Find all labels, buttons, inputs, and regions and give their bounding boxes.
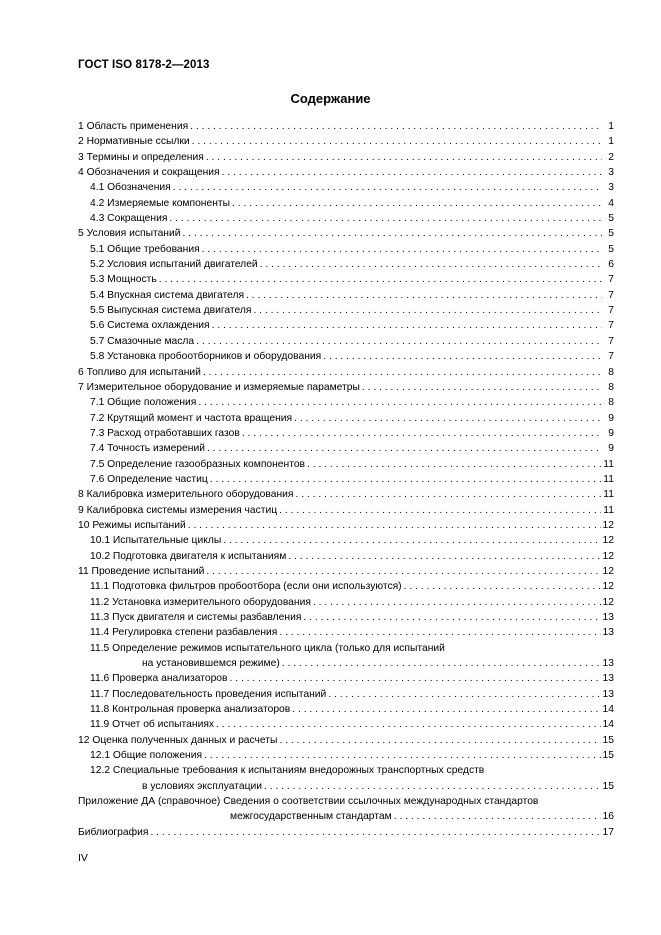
- toc-entry-label: 10 Режимы испытаний: [78, 519, 186, 531]
- toc-entry-label: 11.8 Контрольная проверка анализаторов: [90, 704, 291, 716]
- toc-entry-label: 1 Область применения: [78, 121, 189, 132]
- toc-entry[interactable]: [78, 334, 614, 349]
- dot-leader: [206, 564, 600, 579]
- toc-entry-label: 11.7 Последовательность проведения испытаний: [90, 688, 327, 700]
- toc-entry[interactable]: [78, 211, 614, 226]
- dot-leader: [307, 457, 601, 472]
- dot-leader: [303, 610, 600, 625]
- toc-page-number: 7: [608, 289, 614, 301]
- toc-entry-label: 5.3 Мощность: [90, 274, 157, 286]
- toc-entry[interactable]: [78, 349, 614, 364]
- dot-leader: [203, 365, 602, 380]
- dot-leader: [295, 487, 601, 502]
- toc-entry[interactable]: [78, 733, 614, 748]
- toc-entry-label: 5.4 Впускная система двигателя: [90, 289, 245, 301]
- dot-leader: [264, 779, 600, 794]
- toc-entry[interactable]: [78, 487, 614, 502]
- toc-entry[interactable]: [78, 180, 614, 195]
- toc-entry-label: 11.5 Определение режимов испытательного цикла (только для испытаний: [90, 642, 445, 654]
- toc-page-number: 17: [602, 826, 614, 838]
- dot-leader: [246, 288, 602, 303]
- dot-leader: [230, 671, 601, 686]
- dot-leader: [188, 518, 601, 533]
- toc-entry[interactable]: [78, 825, 614, 840]
- toc-entry-label: 10.2 Подготовка двигателя к испытаниям: [90, 550, 287, 562]
- toc-entry[interactable]: [78, 763, 614, 794]
- toc-page-number: 11: [603, 473, 614, 485]
- toc-entry[interactable]: [78, 549, 614, 564]
- toc-entry-label: 4.2 Измеряемые компоненты: [90, 197, 231, 209]
- toc-page-number: 13: [602, 688, 614, 700]
- dot-leader: [279, 733, 600, 748]
- toc-entry[interactable]: [78, 134, 614, 149]
- toc-entry-label: 7.6 Определение частиц: [90, 473, 208, 485]
- dot-leader: [190, 119, 602, 134]
- toc-entry-label: 5.5 Выпускная система двигателя: [90, 305, 252, 317]
- toc-entry[interactable]: [78, 365, 614, 380]
- toc-entry-label: 5.2 Условия испытаний двигателей: [90, 259, 258, 271]
- toc-page-number: 5: [608, 243, 614, 255]
- toc-entry[interactable]: [78, 441, 614, 456]
- toc-page-number: 7: [608, 351, 614, 363]
- toc-entry-label: 3 Термины и определения: [78, 151, 204, 163]
- toc-entry[interactable]: [78, 472, 614, 487]
- toc-entry[interactable]: [78, 196, 614, 211]
- toc-page-number: 5: [608, 228, 614, 240]
- toc-entry-label: 5 Условия испытаний: [78, 228, 181, 240]
- toc-page-number: 9: [608, 443, 614, 455]
- dot-leader: [210, 472, 602, 487]
- toc-entry[interactable]: [78, 272, 614, 287]
- table-of-contents: [78, 119, 614, 840]
- toc-entry-label: 11 Проведение испытаний: [78, 565, 205, 577]
- toc-page-number: 9: [608, 412, 614, 424]
- dot-leader: [207, 441, 602, 456]
- dot-leader: [260, 257, 602, 272]
- dot-leader: [183, 226, 603, 241]
- toc-entry-label: 12 Оценка полученных данных и расчеты: [78, 734, 278, 746]
- toc-page-number: 15: [602, 750, 614, 762]
- toc-entry[interactable]: [78, 702, 614, 717]
- toc-entry-label: 7.1 Общие положения: [90, 397, 197, 409]
- toc-entry-label: 4 Обозначения и сокращения: [78, 167, 220, 179]
- dot-leader: [279, 503, 601, 518]
- toc-entry[interactable]: [78, 687, 614, 702]
- toc-entry-label: 5.8 Установка пробоотборников и оборудования: [90, 351, 322, 363]
- toc-entry[interactable]: [78, 288, 614, 303]
- toc-entry-label: 7 Измерительное оборудование и измеряемые параметры: [78, 381, 360, 393]
- toc-entry[interactable]: [78, 411, 614, 426]
- toc-page-number: 12: [602, 581, 614, 593]
- toc-entry[interactable]: [78, 426, 614, 441]
- dot-leader: [192, 134, 602, 149]
- toc-entry-label: 8 Калибровка измерительного оборудования: [78, 489, 294, 501]
- dot-leader: [196, 334, 602, 349]
- toc-entry[interactable]: [78, 564, 614, 579]
- toc-entry[interactable]: [78, 671, 614, 686]
- toc-entry[interactable]: [78, 625, 614, 640]
- toc-entry-label: 11.6 Проверка анализаторов: [90, 673, 228, 685]
- dot-leader: [242, 426, 602, 441]
- toc-entry-label: Библиография: [78, 826, 149, 838]
- toc-entry-label: 4.3 Сокращения: [90, 213, 168, 225]
- toc-entry[interactable]: [78, 533, 614, 548]
- toc-page-number: 7: [608, 305, 614, 317]
- dot-leader: [323, 349, 602, 364]
- dot-leader: [253, 303, 602, 318]
- toc-page-number: 11: [603, 458, 614, 470]
- toc-page-number: 13: [602, 673, 614, 685]
- dot-leader: [206, 150, 602, 165]
- toc-page-number: 12: [602, 519, 614, 531]
- dot-leader: [150, 825, 600, 840]
- toc-entry[interactable]: [78, 165, 614, 180]
- toc-page-number: 8: [608, 366, 614, 378]
- dot-leader: [202, 242, 602, 257]
- toc-page-number: 12: [602, 535, 614, 547]
- dot-leader: [282, 656, 601, 671]
- toc-entry[interactable]: [78, 395, 614, 410]
- toc-entry[interactable]: [78, 303, 614, 318]
- toc-entry-label: 4.1 Обозначения: [90, 182, 171, 194]
- dot-leader: [212, 318, 602, 333]
- toc-entry[interactable]: [78, 457, 614, 472]
- toc-entry[interactable]: [78, 257, 614, 272]
- dot-leader: [288, 549, 600, 564]
- dot-leader: [294, 411, 602, 426]
- toc-entry[interactable]: [78, 380, 614, 395]
- toc-page-number: 6: [608, 259, 614, 271]
- toc-page-number: 12: [602, 550, 614, 562]
- toc-page-number: 12: [602, 596, 614, 608]
- page-title: Содержание: [290, 91, 371, 106]
- toc-entry[interactable]: [78, 595, 614, 610]
- dot-leader: [173, 180, 602, 195]
- toc-entry[interactable]: [78, 794, 614, 825]
- toc-entry-label: 12.2 Специальные требования к испытаниям внедорожных транспортных средств: [90, 765, 485, 777]
- toc-page-number: 16: [602, 811, 614, 823]
- dot-leader: [223, 533, 600, 548]
- toc-entry[interactable]: [78, 748, 614, 763]
- toc-entry-label: 11.2 Установка измерительного оборудования: [90, 596, 311, 608]
- toc-entry-label: 2 Нормативные ссылки: [78, 136, 190, 148]
- dot-leader: [394, 809, 601, 824]
- toc-page-number: 12: [602, 565, 614, 577]
- dot-leader: [204, 748, 600, 763]
- toc-entry-label: 9 Калибровка системы измерения частиц: [78, 504, 278, 516]
- toc-entry-label: 7.5 Определение газообразных компонентов: [90, 458, 306, 470]
- toc-page-number: 14: [602, 719, 614, 731]
- dot-leader: [404, 579, 601, 594]
- toc-entry-label-continued: межгосударственным стандартам: [230, 811, 392, 823]
- dot-leader: [159, 272, 602, 287]
- toc-entry-label: 11.4 Регулировка степени разбавления: [90, 627, 278, 639]
- toc-entry-label: 6 Топливо для испытаний: [78, 366, 201, 378]
- toc-page-number: 8: [608, 397, 614, 409]
- toc-entry[interactable]: [78, 119, 614, 134]
- toc-entry-label: 7.4 Точность измерений: [90, 443, 205, 455]
- toc-entry[interactable]: [78, 150, 614, 165]
- toc-entry[interactable]: [78, 226, 614, 241]
- dot-leader: [313, 595, 601, 610]
- toc-entry-label: 7.2 Крутящий момент и частота вращения: [90, 412, 293, 424]
- dot-leader: [169, 211, 602, 226]
- toc-page-number: 11: [603, 489, 614, 501]
- toc-entry[interactable]: [78, 579, 614, 594]
- dot-leader: [328, 687, 600, 702]
- toc-entry-label: 11.1 Подготовка фильтров пробоотбора (если они используются): [90, 581, 402, 593]
- toc-page-number: 7: [608, 335, 614, 347]
- toc-entry[interactable]: [78, 641, 614, 672]
- toc-entry[interactable]: [78, 503, 614, 518]
- toc-page-number: 11: [603, 504, 614, 516]
- toc-entry[interactable]: [78, 610, 614, 625]
- toc-page-number: 1: [608, 136, 614, 148]
- dot-leader: [279, 625, 600, 640]
- toc-entry-label: 11.9 Отчет об испытаниях: [90, 719, 215, 731]
- dot-leader: [222, 165, 602, 180]
- toc-page-number: 9: [608, 427, 614, 439]
- toc-page-number: 13: [602, 658, 614, 670]
- toc-page-number: 8: [608, 381, 614, 393]
- dot-leader: [216, 717, 600, 732]
- document-id: ГОСТ ISO 8178-2—2013: [78, 59, 210, 71]
- toc-entry[interactable]: [78, 518, 614, 533]
- toc-entry-label: 7.3 Расход отработавших газов: [90, 427, 240, 439]
- toc-entry-label: 12.1 Общие положения: [90, 750, 203, 762]
- dot-leader: [232, 196, 602, 211]
- toc-entry-label-continued: в условиях эксплуатации: [142, 780, 263, 792]
- toc-page-number: 7: [608, 320, 614, 332]
- toc-page-number: 4: [608, 197, 614, 209]
- page-number: IV: [78, 852, 88, 864]
- toc-page-number: 2: [608, 151, 614, 163]
- toc-page-number: 5: [608, 213, 614, 225]
- toc-page-number: 3: [608, 167, 614, 179]
- toc-page-number: 7: [608, 274, 614, 286]
- toc-entry[interactable]: [78, 717, 614, 732]
- toc-page-number: 14: [602, 704, 614, 716]
- toc-entry[interactable]: [78, 242, 614, 257]
- toc-entry-label: Приложение ДА (справочное) Сведения о соответствии ссылочных международных стандартов: [78, 796, 539, 808]
- toc-page-number: 15: [602, 734, 614, 746]
- toc-entry-label: 5.6 Система охлаждения: [90, 320, 210, 332]
- dot-leader: [362, 380, 602, 395]
- toc-entry-label-continued: на установившемся режиме): [142, 658, 280, 670]
- toc-page-number: 13: [602, 627, 614, 639]
- toc-entry-label: 5.7 Смазочные масла: [90, 335, 195, 347]
- toc-page-number: 3: [608, 182, 614, 194]
- toc-page-number: 1: [608, 121, 614, 132]
- toc-entry[interactable]: [78, 318, 614, 333]
- dot-leader: [292, 702, 600, 717]
- toc-page-number: 15: [602, 780, 614, 792]
- toc-entry-label: 10.1 Испытательные циклы: [90, 535, 222, 547]
- toc-entry-label: 5.1 Общие требования: [90, 243, 200, 255]
- dot-leader: [198, 395, 602, 410]
- toc-page-number: 13: [602, 612, 614, 623]
- toc-entry-label: 11.3 Пуск двигателя и системы разбавления: [90, 612, 302, 623]
